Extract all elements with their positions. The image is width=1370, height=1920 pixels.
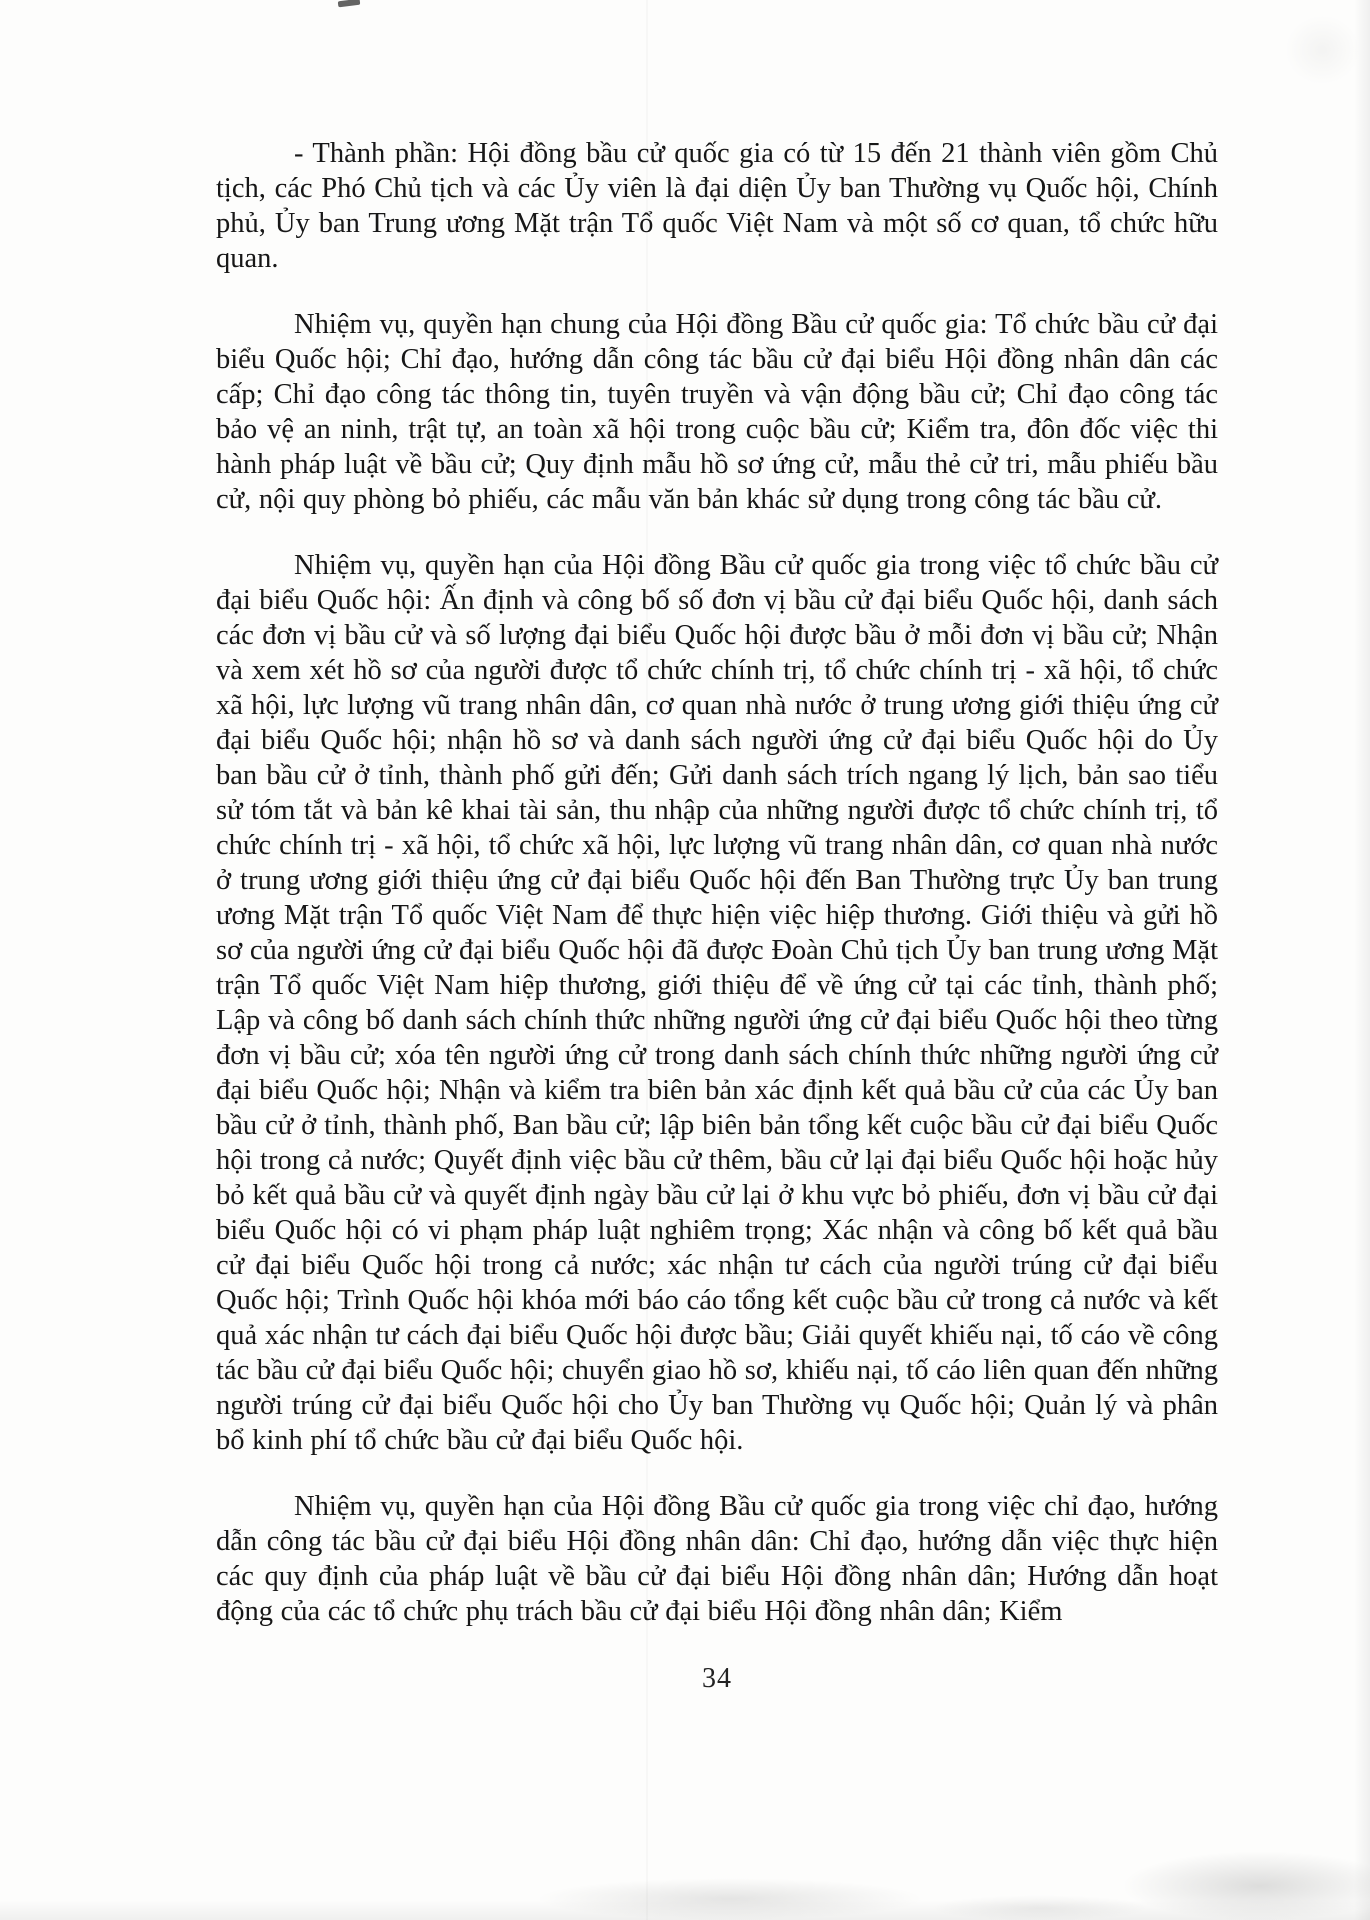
page-number: 34 xyxy=(702,1663,732,1694)
scan-artifact-top-mark xyxy=(338,0,361,7)
scan-artifact-bottom-smudge xyxy=(535,1878,925,1920)
scan-artifact-bottom-center-smudge xyxy=(930,1895,1150,1920)
paragraph-thanh-phan: - Thành phần: Hội đồng bầu cử quốc gia có từ 15 đến 21 thành viên gồm Chủ tịch, các Phó Chủ tịch và các Ủy viên là đại diện Ủy ban Thường vụ Quốc hội, Chính phủ, Ủy ban Trung ương Mặt trận Tổ quốc Việt Nam và một số cơ quan, tổ chức hữu quan. xyxy=(216,138,1218,274)
scan-artifact-bottom-right-smudge xyxy=(1125,1852,1370,1920)
scan-artifact-right-edge xyxy=(1354,0,1370,1920)
paragraph-nhiem-vu-to-chuc-bau-cu: Nhiệm vụ, quyền hạn của Hội đồng Bầu cử quốc gia trong việc tổ chức bầu cử đại biểu Quốc hội: Ấn định và công bố số đơn vị bầu cử đại biểu Quốc hội, danh sách các đơn vị bầu cử và số lượng đại biểu Quốc hội được bầu ở mỗi đơn vị bầu cử; Nhận và xem xét hồ sơ của người được tổ chức chính trị, tổ chức chính trị - xã hội, tổ chức xã hội, lực lượng vũ trang nhân dân, cơ quan nhà nước ở trung ương giới thiệu ứng cử đại biểu Quốc hội; nhận hồ sơ và danh sách người ứng cử đại biểu Quốc hội do Ủy ban bầu cử ở tỉnh, thành phố gửi đến; Gửi danh sách trích ngang lý lịch, bản sao tiểu sử tóm tắt và bản kê khai tài sản, thu nhập của những người được tổ chức chính trị, tổ chức chính trị - xã hội, tổ chức xã hội, lực lượng vũ trang nhân dân, cơ quan nhà nước ở trung ương giới thiệu ứng cử đại biểu Quốc hội đến Ban Thường trực Ủy ban trung ương Mặt trận Tổ quốc Việt Nam để thực hiện việc hiệp thương. Giới thiệu và gửi hồ sơ của người ứng cử đại biểu Quốc hội đã được Đoàn Chủ tịch Ủy ban trung ương Mặt trận Tổ quốc Việt Nam hiệp thương, giới thiệu để về ứng cử tại các tỉnh, thành phố; Lập và công bố danh sách chính thức những người ứng cử đại biểu Quốc hội theo từng đơn vị bầu cử; xóa tên người ứng cử trong danh sách chính thức những người ứng cử đại biểu Quốc hội; Nhận và kiểm tra biên bản xác định kết quả bầu cử của các Ủy ban bầu cử ở tỉnh, thành phố, Ban bầu cử; lập biên bản tổng kết cuộc bầu cử đại biểu Quốc hội trong cả nước; Quyết định việc bầu cử thêm, bầu cử lại đại biểu Quốc hội hoặc hủy bỏ kết quả bầu cử và quyết định ngày bầu cử lại ở khu vực bỏ phiếu, đơn vị bầu cử đại biểu Quốc hội có vi phạm pháp luật nghiêm trọng; Xác nhận và công bố kết quả bầu cử đại biểu Quốc hội trong cả nước; xác nhận tư cách của người trúng cử đại biểu Quốc hội; Trình Quốc hội khóa mới báo cáo tổng kết cuộc bầu cử trong cả nước và kết quả xác nhận tư cách đại biểu Quốc hội được bầu; Giải quyết khiếu nại, tố cáo về công tác bầu cử đại biểu Quốc hội; chuyển giao hồ sơ, khiếu nại, tố cáo liên quan đến những người trúng cử đại biểu Quốc hội cho Ủy ban Thường vụ Quốc hội; Quản lý và phân bổ kinh phí tổ chức bầu cử đại biểu Quốc hội. xyxy=(216,550,1218,1456)
paragraph-nhiem-vu-chi-dao-hdnd: Nhiệm vụ, quyền hạn của Hội đồng Bầu cử quốc gia trong việc chỉ đạo, hướng dẫn công tác bầu cử đại biểu Hội đồng nhân dân: Chỉ đạo, hướng dẫn việc thực hiện các quy định của pháp luật về bầu cử đại biểu Hội đồng nhân dân; Hướng dẫn hoạt động của các tổ chức phụ trách bầu cử đại biểu Hội đồng nhân dân; Kiểm xyxy=(216,1491,1218,1627)
text-block xyxy=(216,136,1218,1696)
paragraph-nhiem-vu-chung: Nhiệm vụ, quyền hạn chung của Hội đồng Bầu cử quốc gia: Tổ chức bầu cử đại biểu Quốc hội; Chỉ đạo, hướng dẫn công tác bầu cử đại biểu Hội đồng nhân dân các cấp; Chỉ đạo công tác thông tin, tuyên truyền và vận động bầu cử; Chỉ đạo công tác bảo vệ an ninh, trật tự, an toàn xã hội trong cuộc bầu cử; Kiểm tra, đôn đốc việc thi hành pháp luật về bầu cử; Quy định mẫu hồ sơ ứng cử, mẫu thẻ cử tri, mẫu phiếu bầu cử, nội quy phòng bỏ phiếu, các mẫu văn bản khác sử dụng trong công tác bầu cử. xyxy=(216,309,1218,515)
scan-artifact-top-right-smudge xyxy=(1285,15,1360,85)
